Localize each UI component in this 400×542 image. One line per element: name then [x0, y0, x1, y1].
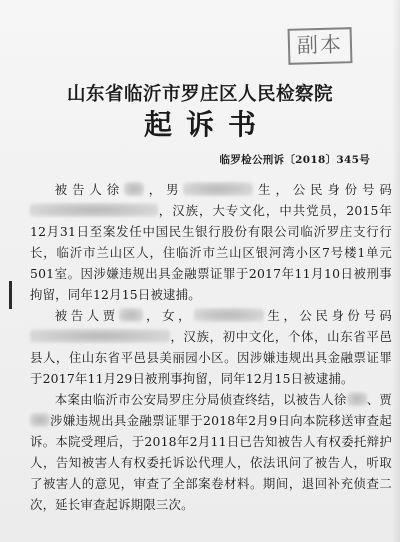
redacted-name [119, 308, 143, 322]
text-segment: ，女， [142, 308, 195, 323]
text-segment: ，汉族，初中文化，个体，山东省平邑县人，住山东省平邑县美丽园小区。因涉嫌违规出具金融票证罪于2017年11月29日被刑事拘留，同年12月15日被逮捕。 [30, 329, 392, 386]
text-segment: 生，公民身份号码 [253, 182, 392, 197]
redacted-name [347, 392, 367, 406]
paragraph-case-procedure [30, 389, 392, 515]
document-body [30, 179, 392, 515]
redacted-name [124, 182, 144, 196]
document-number: 临罗检公刑诉〔2018〕345号 [219, 154, 370, 166]
text-segment: 被告人贾 [54, 308, 119, 323]
text-segment: 被告人徐 [54, 182, 125, 197]
text-segment: 本案由临沂市公安局罗庄分局侦查终结，以被告人徐 [54, 392, 347, 407]
redacted-id-number [30, 329, 170, 343]
redacted-birthdate [194, 308, 264, 322]
margin-mark [9, 281, 12, 309]
text-segment: 生，公民身份号码 [264, 308, 392, 323]
paragraph-defendant-2 [30, 305, 392, 389]
text-segment: ，男 [144, 182, 184, 197]
redacted-id-number [30, 203, 158, 217]
text-segment: 、贾 [366, 392, 392, 407]
paragraph-defendant-1 [30, 179, 392, 305]
document-title: 起诉书 [143, 108, 270, 141]
issuing-organization: 山东省临沂市罗庄区人民检察院 [66, 84, 333, 105]
text-segment: ，汉族，大专文化，中共党员，2015年12月31日至案发任中国民生银行股份有限公司临沂罗庄支行行长，临沂市兰山区人，住临沂市兰山区银河湾小区7号楼1单元501室。因涉嫌违规出具金融票证罪于2017年11月10日被刑事拘留，同年12月15日被逮捕。 [30, 203, 392, 302]
text-segment: 涉嫌违规出具金融票证罪于2018年2月9日向本院移送审查起诉。本院受理后，于2018年2月11日已告知被告人有权委托辩护人，告知被害人有权委托诉讼代理人，依法讯问了被告人，听取了被害人的意见，审查了全部案卷材料。期间，退回补充侦查二次，延长审查起诉期限三次。 [30, 413, 392, 512]
copy-stamp: 副本 [288, 27, 353, 65]
redacted-name [30, 413, 50, 427]
redacted-birthdate [183, 182, 253, 196]
